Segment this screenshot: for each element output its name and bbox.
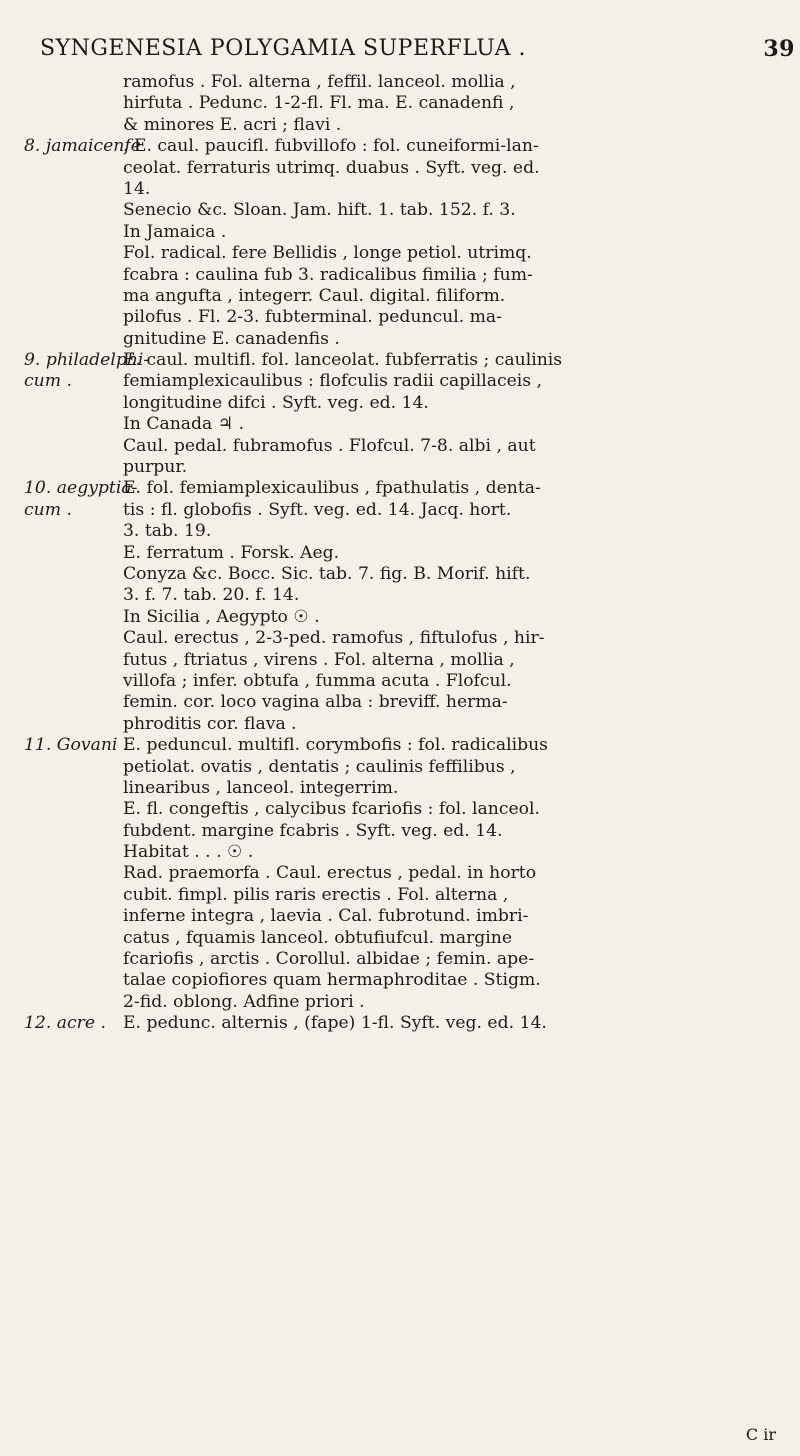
- line-text: villofa ; infer. obtufa , fumma acuta . Flofcul.: [123, 670, 512, 691]
- text-line: [0, 992, 800, 1013]
- text-line: [0, 928, 800, 949]
- text-line: [0, 842, 800, 863]
- text-line: [0, 350, 800, 371]
- line-text: inferne integra , laevia . Cal. fubrotund. imbri-: [123, 906, 529, 927]
- line-text: fcariofis , arctis . Corollul. albidae ; femin. ape-: [123, 949, 535, 970]
- text-line: [0, 265, 800, 286]
- text-line: [0, 436, 800, 457]
- line-text: E. ferratum . Forsk. Aeg.: [123, 542, 340, 563]
- line-text: In Jamaica .: [123, 221, 227, 242]
- text-line: [0, 564, 800, 585]
- text-line: [0, 500, 800, 521]
- margin-species-label: 10. aegyptia-: [24, 478, 138, 499]
- line-text: fubdent. margine fcabris . Syft. veg. ed. 14.: [123, 820, 503, 841]
- line-text: purpur.: [123, 457, 188, 478]
- line-text: 2-fid. oblong. Adfine priori .: [123, 991, 365, 1012]
- line-text: ma angufta , integerr. Caul. digital. filiform.: [123, 285, 506, 306]
- text-line: [0, 158, 800, 179]
- line-text: E. caul. multifl. fol. lanceolat. fubferratis ; caulinis: [123, 350, 563, 371]
- text-line: [0, 93, 800, 114]
- text-line: [0, 949, 800, 970]
- line-text: In Canada ♃ .: [123, 414, 245, 435]
- line-text: petiolat. ovatis , dentatis ; caulinis feffilibus ,: [123, 756, 516, 777]
- line-text: fcabra : caulina fub 3. radicalibus fimilia ; fum-: [123, 264, 533, 285]
- line-text: Caul. erectus , 2-3-ped. ramofus , fiftulofus , hir-: [123, 628, 545, 649]
- text-line: [0, 714, 800, 735]
- text-line: [0, 179, 800, 200]
- line-text: ramofus . Fol. alterna , feffil. lanceol. mollia ,: [123, 72, 516, 92]
- text-line: [0, 585, 800, 606]
- line-text: gnitudine E. canadenfis .: [123, 328, 340, 349]
- text-line: [0, 778, 800, 799]
- text-line: [0, 863, 800, 884]
- text-line: [0, 735, 800, 756]
- text-line: [0, 307, 800, 328]
- line-text: femin. cor. loco vagina alba : breviff. herma-: [123, 692, 508, 713]
- line-text: longitudine difci . Syft. veg. ed. 14.: [123, 392, 429, 413]
- text-line: [0, 970, 800, 991]
- text-line: [0, 200, 800, 221]
- margin-species-label: 11. Govani .: [24, 735, 129, 756]
- catchword: C ir: [745, 1425, 776, 1444]
- text-line: [0, 799, 800, 820]
- line-text: talae copiofiores quam hermaphroditae . Stigm.: [123, 970, 541, 991]
- line-text: E. peduncul. multifl. corymbofis : fol. radicalibus: [123, 735, 548, 756]
- line-text: Conyza &c. Bocc. Sic. tab. 7. fig. B. Morif. hift.: [123, 563, 531, 584]
- line-text: . E. caul. paucifl. fubvillofo : fol. cuneiformi-lan-: [123, 136, 539, 157]
- line-text: 3. f. 7. tab. 20. f. 14.: [123, 585, 300, 606]
- line-text: Habitat . . . ☉ .: [123, 842, 254, 863]
- text-line: [0, 457, 800, 478]
- text-line: [0, 222, 800, 243]
- line-text: Senecio &c. Sloan. Jam. hift. 1. tab. 152. f. 3.: [123, 200, 516, 221]
- text-line: [0, 821, 800, 842]
- margin-species-label: cum .: [24, 499, 72, 520]
- text-line: [0, 885, 800, 906]
- line-text: Caul. pedal. fubramofus . Flofcul. 7-8. albi , aut: [123, 435, 536, 456]
- line-text: cubit. fimpl. pilis raris erectis . Fol. alterna ,: [123, 884, 509, 905]
- line-text: 3. tab. 19.: [123, 521, 212, 542]
- text-line: [0, 521, 800, 542]
- page-number: 39: [763, 36, 795, 62]
- line-text: E. pedunc. alternis , (fape) 1-fl. Syft. veg. ed. 14.: [123, 1013, 547, 1034]
- text-line: [0, 393, 800, 414]
- margin-species-label: 8. jamaicenfe: [24, 136, 141, 157]
- text-line: [0, 906, 800, 927]
- text-body: [0, 72, 800, 1035]
- text-line: [0, 72, 800, 93]
- line-text: catus , fquamis lanceol. obtufiufcul. margine: [123, 927, 513, 948]
- line-text: Rad. praemorfa . Caul. erectus , pedal. in horto: [123, 863, 537, 884]
- text-line: [0, 478, 800, 499]
- line-text: hirfuta . Pedunc. 1-2-fl. Fl. ma. E. canadenfi ,: [123, 93, 515, 114]
- line-text: E. fol. femiamplexicaulibus , fpathulatis , denta-: [123, 478, 541, 499]
- line-text: & minores E. acri ; flavi .: [123, 114, 342, 135]
- line-text: Fol. radical. fere Bellidis , longe petiol. utrimq.: [123, 243, 532, 264]
- margin-species-label: 12. acre .: [24, 1013, 106, 1034]
- text-line: [0, 414, 800, 435]
- line-text: femiamplexicaulibus : flofculis radii capillaceis ,: [123, 371, 543, 392]
- line-text: E. fl. congeftis , calycibus fcariofis : fol. lanceol.: [123, 799, 540, 820]
- text-line: [0, 286, 800, 307]
- line-text: linearibus , lanceol. integerrim.: [123, 777, 399, 798]
- line-text: futus , ftriatus , virens . Fol. alterna , mollia ,: [123, 649, 515, 670]
- line-text: tis : fl. globofis . Syft. veg. ed. 14. Jacq. hort.: [123, 499, 512, 520]
- margin-species-label: cum .: [24, 371, 72, 392]
- text-line: [0, 1013, 800, 1034]
- text-line: [0, 329, 800, 350]
- text-line: [0, 671, 800, 692]
- text-line: [0, 543, 800, 564]
- line-text: ceolat. ferraturis utrimq. duabus . Syft. veg. ed.: [123, 157, 540, 178]
- text-line: [0, 243, 800, 264]
- text-line: [0, 371, 800, 392]
- text-line: [0, 692, 800, 713]
- line-text: 14.: [123, 178, 151, 199]
- line-text: phroditis cor. flava .: [123, 713, 297, 734]
- running-header: [40, 36, 795, 70]
- text-line: [0, 136, 800, 157]
- text-line: [0, 650, 800, 671]
- text-line: [0, 115, 800, 136]
- text-line: [0, 628, 800, 649]
- line-text: pilofus . Fl. 2-3. fubterminal. peduncul. ma-: [123, 307, 502, 328]
- text-line: [0, 757, 800, 778]
- running-title: SYNGENESIA POLYGAMIA SUPERFLUA .: [40, 36, 527, 61]
- line-text: In Sicilia , Aegypto ☉ .: [123, 606, 320, 627]
- catchword-line: [0, 1425, 800, 1446]
- margin-species-label: 9. philadelphi-: [24, 350, 150, 371]
- text-line: [0, 607, 800, 628]
